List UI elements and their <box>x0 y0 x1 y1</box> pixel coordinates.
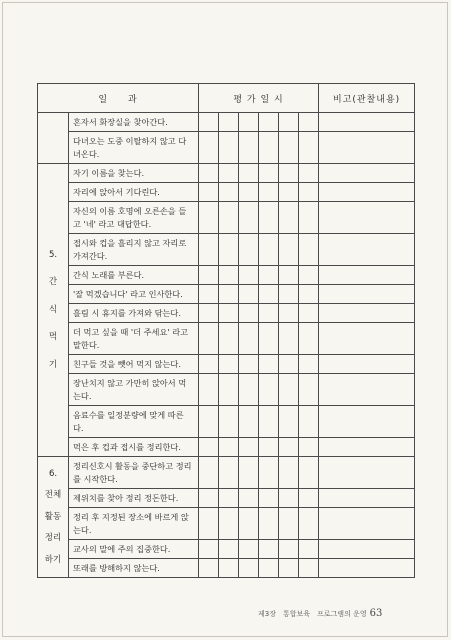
evaluation-date-cell[interactable] <box>199 489 219 508</box>
evaluation-date-cell[interactable] <box>239 508 259 540</box>
table-row <box>38 202 415 234</box>
page-number: 63 <box>369 608 383 619</box>
task-cell: 또래를 방해하지 않는다. <box>69 559 199 578</box>
evaluation-date-cell[interactable] <box>219 113 239 132</box>
note-cell[interactable] <box>319 508 415 540</box>
note-cell[interactable] <box>319 323 415 355</box>
evaluation-date-cell[interactable] <box>279 374 299 406</box>
task-cell: 정리 후 지정된 장소에 바르게 앉는다. <box>69 508 199 540</box>
evaluation-date-cell[interactable] <box>299 234 319 266</box>
evaluation-date-cell[interactable] <box>259 457 279 489</box>
task-cell: 더 먹고 싶을 때 '더 주세요' 라고 말한다. <box>69 323 199 355</box>
note-cell[interactable] <box>319 540 415 559</box>
note-cell[interactable] <box>319 406 415 438</box>
note-cell[interactable] <box>319 202 415 234</box>
table-row <box>38 234 415 266</box>
evaluation-date-cell[interactable] <box>299 374 319 406</box>
task-cell: 혼자서 화장실을 찾아간다. <box>69 113 199 132</box>
evaluation-date-cell[interactable] <box>299 559 319 578</box>
task-cell: 자기 이름을 찾는다. <box>69 164 199 183</box>
evaluation-date-cell[interactable] <box>219 559 239 578</box>
evaluation-date-cell[interactable] <box>219 374 239 406</box>
page-footer <box>258 608 382 619</box>
evaluation-date-cell[interactable] <box>279 355 299 374</box>
evaluation-date-cell[interactable] <box>259 355 279 374</box>
evaluation-date-cell[interactable] <box>279 323 299 355</box>
table-row <box>38 540 415 559</box>
task-cell: 자리에 앉아서 기다린다. <box>69 183 199 202</box>
note-cell[interactable] <box>319 266 415 285</box>
category-cell <box>38 164 69 457</box>
table-row <box>38 266 415 285</box>
task-cell: 정리신호시 활동을 중단하고 정리를 시작한다. <box>69 457 199 489</box>
table-row <box>38 285 415 304</box>
evaluation-date-cell[interactable] <box>259 406 279 438</box>
evaluation-date-cell[interactable] <box>279 540 299 559</box>
evaluation-date-cell[interactable] <box>259 508 279 540</box>
note-cell[interactable] <box>319 559 415 578</box>
category-label: 6. <box>48 468 58 479</box>
evaluation-date-cell[interactable] <box>219 234 239 266</box>
table-row <box>38 508 415 540</box>
table-row <box>38 323 415 355</box>
evaluation-date-cell[interactable] <box>299 113 319 132</box>
table-row <box>38 374 415 406</box>
note-cell[interactable] <box>319 355 415 374</box>
evaluation-date-cell[interactable] <box>239 164 259 183</box>
evaluation-date-cell[interactable] <box>299 202 319 234</box>
eval-date-column-header: 평 가 일 시 <box>199 84 319 113</box>
note-cell[interactable] <box>319 113 415 132</box>
note-cell[interactable] <box>319 489 415 508</box>
evaluation-date-cell[interactable] <box>199 406 219 438</box>
evaluation-date-cell[interactable] <box>219 323 239 355</box>
task-cell: 친구들 것을 뺏어 먹지 않는다. <box>69 355 199 374</box>
evaluation-date-cell[interactable] <box>279 438 299 457</box>
evaluation-date-cell[interactable] <box>299 489 319 508</box>
evaluation-date-cell[interactable] <box>279 457 299 489</box>
evaluation-date-cell[interactable] <box>219 438 239 457</box>
table-row <box>38 355 415 374</box>
evaluation-date-cell[interactable] <box>259 285 279 304</box>
evaluation-date-cell[interactable] <box>299 508 319 540</box>
note-cell[interactable] <box>319 374 415 406</box>
evaluation-date-cell[interactable] <box>299 183 319 202</box>
evaluation-date-cell[interactable] <box>299 132 319 164</box>
task-cell: 자신의 이름 호명에 오른손을 들고 '네' 라고 대답한다. <box>69 202 199 234</box>
note-cell[interactable] <box>319 183 415 202</box>
evaluation-date-cell[interactable] <box>259 323 279 355</box>
evaluation-date-cell[interactable] <box>199 266 219 285</box>
evaluation-date-cell[interactable] <box>259 304 279 323</box>
evaluation-date-cell[interactable] <box>239 559 259 578</box>
table-row <box>38 438 415 457</box>
evaluation-date-cell[interactable] <box>259 113 279 132</box>
evaluation-date-cell[interactable] <box>219 164 239 183</box>
evaluation-date-cell[interactable] <box>239 113 259 132</box>
evaluation-table <box>37 83 415 578</box>
evaluation-date-cell[interactable] <box>279 132 299 164</box>
evaluation-date-cell[interactable] <box>219 457 239 489</box>
note-cell[interactable] <box>319 164 415 183</box>
evaluation-date-cell[interactable] <box>239 202 259 234</box>
evaluation-date-cell[interactable] <box>219 132 239 164</box>
evaluation-date-cell[interactable] <box>199 323 219 355</box>
evaluation-date-cell[interactable] <box>299 457 319 489</box>
evaluation-date-cell[interactable] <box>279 285 299 304</box>
table-row <box>38 489 415 508</box>
task-cell: 교사의 말에 주의 집중한다. <box>69 540 199 559</box>
evaluation-date-cell[interactable] <box>259 164 279 183</box>
category-label: 식 <box>48 304 58 315</box>
evaluation-date-cell[interactable] <box>299 355 319 374</box>
evaluation-date-cell[interactable] <box>219 355 239 374</box>
evaluation-date-cell[interactable] <box>299 438 319 457</box>
note-cell[interactable] <box>319 285 415 304</box>
evaluation-date-cell[interactable] <box>299 540 319 559</box>
evaluation-date-cell[interactable] <box>219 266 239 285</box>
table-row <box>38 559 415 578</box>
evaluation-date-cell[interactable] <box>199 304 219 323</box>
evaluation-date-cell[interactable] <box>259 438 279 457</box>
evaluation-date-cell[interactable] <box>239 540 259 559</box>
category-label: 먹 <box>48 332 58 343</box>
evaluation-date-cell[interactable] <box>199 438 219 457</box>
evaluation-date-cell[interactable] <box>239 234 259 266</box>
evaluation-date-cell[interactable] <box>239 489 259 508</box>
evaluation-date-cell[interactable] <box>239 457 259 489</box>
evaluation-date-cell[interactable] <box>279 489 299 508</box>
task-cell: 먹은 후 컵과 접시를 정리한다. <box>69 438 199 457</box>
evaluation-date-cell[interactable] <box>279 202 299 234</box>
evaluation-date-cell[interactable] <box>199 508 219 540</box>
evaluation-date-cell[interactable] <box>259 489 279 508</box>
task-cell: '잘 먹겠습니다' 라고 인사한다. <box>69 285 199 304</box>
evaluation-date-cell[interactable] <box>299 406 319 438</box>
table-row <box>38 304 415 323</box>
category-label: 하기 <box>44 554 62 565</box>
evaluation-date-cell[interactable] <box>239 183 259 202</box>
evaluation-date-cell[interactable] <box>199 164 219 183</box>
evaluation-date-cell[interactable] <box>199 374 219 406</box>
evaluation-date-cell[interactable] <box>239 304 259 323</box>
evaluation-date-cell[interactable] <box>279 304 299 323</box>
evaluation-date-cell[interactable] <box>219 202 239 234</box>
evaluation-date-cell[interactable] <box>259 540 279 559</box>
evaluation-date-cell[interactable] <box>239 266 259 285</box>
evaluation-date-cell[interactable] <box>239 374 259 406</box>
task-cell: 접시와 컵을 흘리지 않고 자리로 가져간다. <box>69 234 199 266</box>
evaluation-date-cell[interactable] <box>279 406 299 438</box>
evaluation-date-cell[interactable] <box>199 183 219 202</box>
note-column-header: 비고(관찰내용) <box>319 84 415 113</box>
category-label: 전체 <box>44 490 62 501</box>
evaluation-date-cell[interactable] <box>259 202 279 234</box>
evaluation-date-cell[interactable] <box>199 559 219 578</box>
evaluation-date-cell[interactable] <box>239 323 259 355</box>
table-row <box>38 406 415 438</box>
category-label: 간 <box>48 277 58 288</box>
evaluation-date-cell[interactable] <box>299 164 319 183</box>
task-cell: 제위치를 찾아 정리 정돈한다. <box>69 489 199 508</box>
evaluation-date-cell[interactable] <box>299 304 319 323</box>
evaluation-date-cell[interactable] <box>259 234 279 266</box>
evaluation-date-cell[interactable] <box>259 559 279 578</box>
evaluation-date-cell[interactable] <box>279 164 299 183</box>
table-row <box>38 457 415 489</box>
table-header-row <box>38 84 415 113</box>
evaluation-date-cell[interactable] <box>199 285 219 304</box>
evaluation-date-cell[interactable] <box>299 285 319 304</box>
evaluation-date-cell[interactable] <box>219 285 239 304</box>
evaluation-date-cell[interactable] <box>239 285 259 304</box>
evaluation-date-cell[interactable] <box>279 183 299 202</box>
evaluation-date-cell[interactable] <box>199 202 219 234</box>
category-label: 5. <box>48 249 58 260</box>
evaluation-date-cell[interactable] <box>199 355 219 374</box>
evaluation-date-cell[interactable] <box>199 132 219 164</box>
evaluation-date-cell[interactable] <box>279 266 299 285</box>
evaluation-date-cell[interactable] <box>239 406 259 438</box>
category-label: 기 <box>48 359 58 370</box>
note-cell[interactable] <box>319 438 415 457</box>
evaluation-date-cell[interactable] <box>199 540 219 559</box>
category-cell <box>38 457 69 578</box>
evaluation-date-cell[interactable] <box>299 323 319 355</box>
category-label: 활동 <box>44 511 62 522</box>
evaluation-date-cell[interactable] <box>219 489 239 508</box>
evaluation-date-cell[interactable] <box>279 234 299 266</box>
evaluation-date-cell[interactable] <box>199 234 219 266</box>
category-cell <box>38 113 69 164</box>
category-label: 정리 <box>44 533 62 544</box>
table-row <box>38 164 415 183</box>
evaluation-date-cell[interactable] <box>259 132 279 164</box>
evaluation-date-cell[interactable] <box>279 559 299 578</box>
evaluation-date-cell[interactable] <box>219 183 239 202</box>
chapter-title: 제3장 통합보육 프로그램의 운영 <box>258 610 367 618</box>
evaluation-date-cell[interactable] <box>239 438 259 457</box>
evaluation-date-cell[interactable] <box>259 266 279 285</box>
table-body <box>38 113 415 578</box>
table-row <box>38 113 415 132</box>
evaluation-date-cell[interactable] <box>219 304 239 323</box>
note-cell[interactable] <box>319 234 415 266</box>
note-cell[interactable] <box>319 132 415 164</box>
note-cell[interactable] <box>319 304 415 323</box>
evaluation-date-cell[interactable] <box>279 113 299 132</box>
task-cell: 장난치지 않고 가만히 앉아서 먹는다. <box>69 374 199 406</box>
evaluation-date-cell[interactable] <box>299 266 319 285</box>
evaluation-date-cell[interactable] <box>259 183 279 202</box>
evaluation-date-cell[interactable] <box>219 508 239 540</box>
evaluation-date-cell[interactable] <box>239 132 259 164</box>
evaluation-date-cell[interactable] <box>259 374 279 406</box>
evaluation-date-cell[interactable] <box>219 406 239 438</box>
evaluation-date-cell[interactable] <box>239 355 259 374</box>
evaluation-date-cell[interactable] <box>279 508 299 540</box>
note-cell[interactable] <box>319 457 415 489</box>
task-cell: 흘림 시 휴지를 가져와 닦는다. <box>69 304 199 323</box>
task-cell: 간식 노래를 부른다. <box>69 266 199 285</box>
evaluation-date-cell[interactable] <box>219 540 239 559</box>
evaluation-date-cell[interactable] <box>199 113 219 132</box>
table-row <box>38 183 415 202</box>
task-cell: 다녀오는 도중 이탈하지 않고 다녀온다. <box>69 132 199 164</box>
table-row <box>38 132 415 164</box>
task-column-header: 일 과 <box>38 84 199 113</box>
task-cell: 음료수를 일정분량에 맞게 따른다. <box>69 406 199 438</box>
evaluation-date-cell[interactable] <box>199 457 219 489</box>
